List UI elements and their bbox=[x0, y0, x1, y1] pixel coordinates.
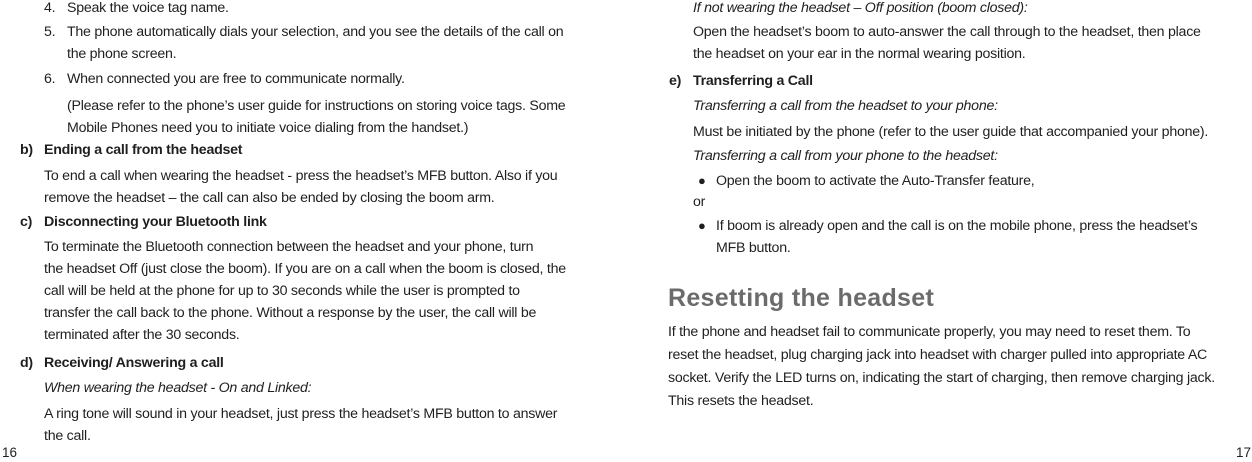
body-line: transfer the call back to the phone. Without a response by the user, the call will be bbox=[44, 305, 537, 321]
bullet-text: Open the boom to activate the Auto-Transfer feature, bbox=[716, 173, 1035, 189]
body-line: the headset on your ear in the normal wearing position. bbox=[693, 46, 1026, 62]
body-line: This resets the headset. bbox=[668, 393, 814, 409]
step-number: 5. bbox=[44, 24, 56, 40]
body-line: To end a call when wearing the headset - press the headset’s MFB button. Also if you bbox=[44, 168, 558, 184]
page-number: 17 bbox=[1236, 445, 1252, 460]
body-line: remove the headset – the call can also be ended by closing the boom arm. bbox=[44, 190, 495, 206]
section-title: Ending a call from the headset bbox=[44, 142, 243, 158]
section-letter: c) bbox=[20, 214, 33, 230]
body-line: call will be held at the phone for up to 30 seconds while the user is prompted to bbox=[44, 283, 520, 299]
step-text: The phone automatically dials your selection, and you see the details of the call on bbox=[67, 24, 564, 40]
section-title: Disconnecting your Bluetooth link bbox=[44, 214, 267, 230]
step-note: (Please refer to the phone’s user guide for instructions on storing voice tags. Some bbox=[67, 98, 566, 114]
body-line: socket. Verify the LED turns on, indicating the start of charging, then remove charging jack. bbox=[668, 370, 1215, 386]
bullet-text: MFB button. bbox=[716, 240, 791, 256]
section-letter: e) bbox=[669, 73, 682, 89]
page-number: 16 bbox=[2, 445, 18, 460]
body-line: reset the headset, plug charging jack into headset with charger pulled into appropriate AC bbox=[668, 347, 1208, 363]
body-line: the headset Off (just close the boom). If you are on a call when the boom is closed, the bbox=[44, 261, 566, 277]
step-text: Speak the voice tag name. bbox=[67, 0, 229, 16]
body-line: Must be initiated by the phone (refer to the user guide that accompanied your phone). bbox=[693, 124, 1209, 140]
right-page bbox=[630, 0, 1252, 461]
section-title: Receiving/ Answering a call bbox=[44, 355, 224, 371]
step-number: 4. bbox=[44, 0, 56, 16]
section-title: Transferring a Call bbox=[693, 73, 813, 89]
left-page bbox=[0, 0, 610, 461]
body-line: To terminate the Bluetooth connection between the headset and your phone, turn bbox=[44, 239, 534, 255]
italic-line: Transferring a call from your phone to the headset: bbox=[693, 148, 998, 164]
or-text: or bbox=[693, 194, 706, 210]
body-line: terminated after the 30 seconds. bbox=[44, 327, 240, 343]
body-line: A ring tone will sound in your headset, just press the headset’s MFB button to answer bbox=[44, 406, 558, 422]
bullet-text: If boom is already open and the call is on the mobile phone, press the headset’s bbox=[716, 218, 1198, 234]
step-text: the phone screen. bbox=[67, 46, 177, 62]
bullet-icon: ● bbox=[698, 218, 706, 233]
italic-line: Transferring a call from the headset to your phone: bbox=[693, 98, 998, 114]
body-line: If the phone and headset fail to communicate properly, you may need to reset them. To bbox=[668, 324, 1191, 340]
step-note: Mobile Phones need you to initiate voice dialing from the handset.) bbox=[67, 120, 469, 136]
section-heading: Resetting the headset bbox=[668, 284, 935, 312]
bullet-icon: ● bbox=[698, 173, 706, 188]
step-number: 6. bbox=[44, 71, 56, 87]
section-letter: d) bbox=[20, 355, 33, 371]
step-text: When connected you are free to communicate normally. bbox=[67, 71, 405, 87]
body-line: the call. bbox=[44, 428, 91, 444]
italic-line: When wearing the headset - On and Linked: bbox=[44, 380, 312, 396]
body-line: Open the headset’s boom to auto-answer the call through to the headset, then place bbox=[693, 24, 1201, 40]
section-letter: b) bbox=[20, 142, 33, 158]
italic-line: If not wearing the headset – Off position (boom closed): bbox=[693, 0, 1028, 16]
